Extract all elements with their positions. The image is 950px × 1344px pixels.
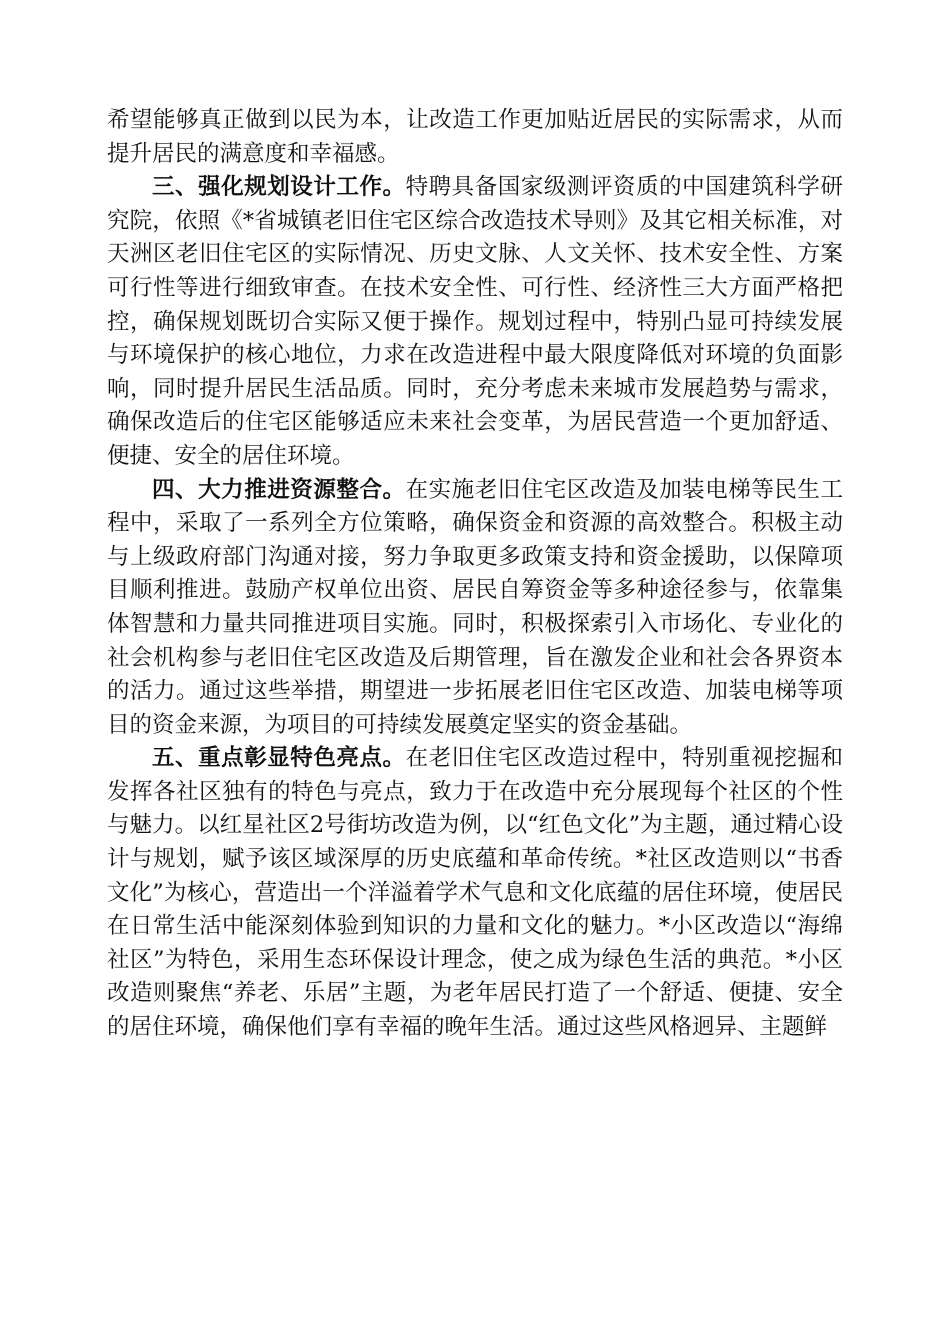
- paragraph-text: 特聘具备国家级测评资质的中国建筑科学研究院，依照《*省城镇老旧住宅区综合改造技术导则》及其它相关标准，对天洲区老旧住宅区的实际情况、历史文脉、人文关怀、技术安全性、方案可行性等进行细致审查。在技术安全性、可行性、经济性三大方面严格把控，确保规划既切合实际又便于操作。规划过程中，特别凸显可持续发展与环境保护的核心地位，力求在改造进程中最大限度降低对环境的负面影响，同时提升居民生活品质。同时，充分考虑未来城市发展趋势与需求，确保改造后的住宅区能够适应未来社会变革，为居民营造一个更加舒适、便捷、安全的居住环境。: [107, 174, 843, 469]
- paragraph-section-4: [107, 474, 843, 743]
- section-heading: 四、大力推进资源整合。: [152, 476, 406, 503]
- paragraph-section-3: [107, 171, 843, 473]
- paragraph-text: 在老旧住宅区改造过程中，特别重视挖掘和发挥各社区独有的特色与亮点，致力于在改造中充分展现每个社区的个性与魅力。以红星社区2号街坊改造为例，以“红色文化”为主题，通过精心设计与规划，赋予该区域深厚的历史底蕴和革命传统。*社区改造则以“书香文化”为核心，营造出一个洋溢着学术气息和文化底蕴的居住环境，使居民在日常生活中能深刻体验到知识的力量和文化的魅力。*小区改造以“海绵社区”为特色，采用生态环保设计理念，使之成为绿色生活的典范。*小区改造则聚焦“养老、乐居”主题，为老年居民打造了一个舒适、便捷、安全的居住环境，确保他们享有幸福的晚年生活。通过这些风格迥异、主题鲜: [107, 745, 843, 1041]
- paragraph-continuation: [107, 104, 843, 171]
- section-heading: 三、强化规划设计工作。: [152, 174, 406, 201]
- document-body: [107, 104, 843, 1045]
- paragraph-text: 希望能够真正做到以民为本，让改造工作更加贴近居民的实际需求，从而提升居民的满意度和幸福感。: [107, 107, 843, 167]
- paragraph-text: 在实施老旧住宅区改造及加装电梯等民生工程中，采取了一系列全方位策略，确保资金和资源的高效整合。积极主动与上级政府部门沟通对接，努力争取更多政策支持和资金援助，以保障项目顺利推进。鼓励产权单位出资、居民自筹资金等多种途径参与，依靠集体智慧和力量共同推进项目实施。同时，积极探索引入市场化、专业化的社会机构参与老旧住宅区改造及后期管理，旨在激发企业和社会各界资本的活力。通过这些举措，期望进一步拓展老旧住宅区改造、加装电梯等项目的资金来源，为项目的可持续发展奠定坚实的资金基础。: [107, 476, 843, 738]
- section-heading: 五、重点彰显特色亮点。: [152, 745, 406, 772]
- paragraph-section-5: [107, 742, 843, 1044]
